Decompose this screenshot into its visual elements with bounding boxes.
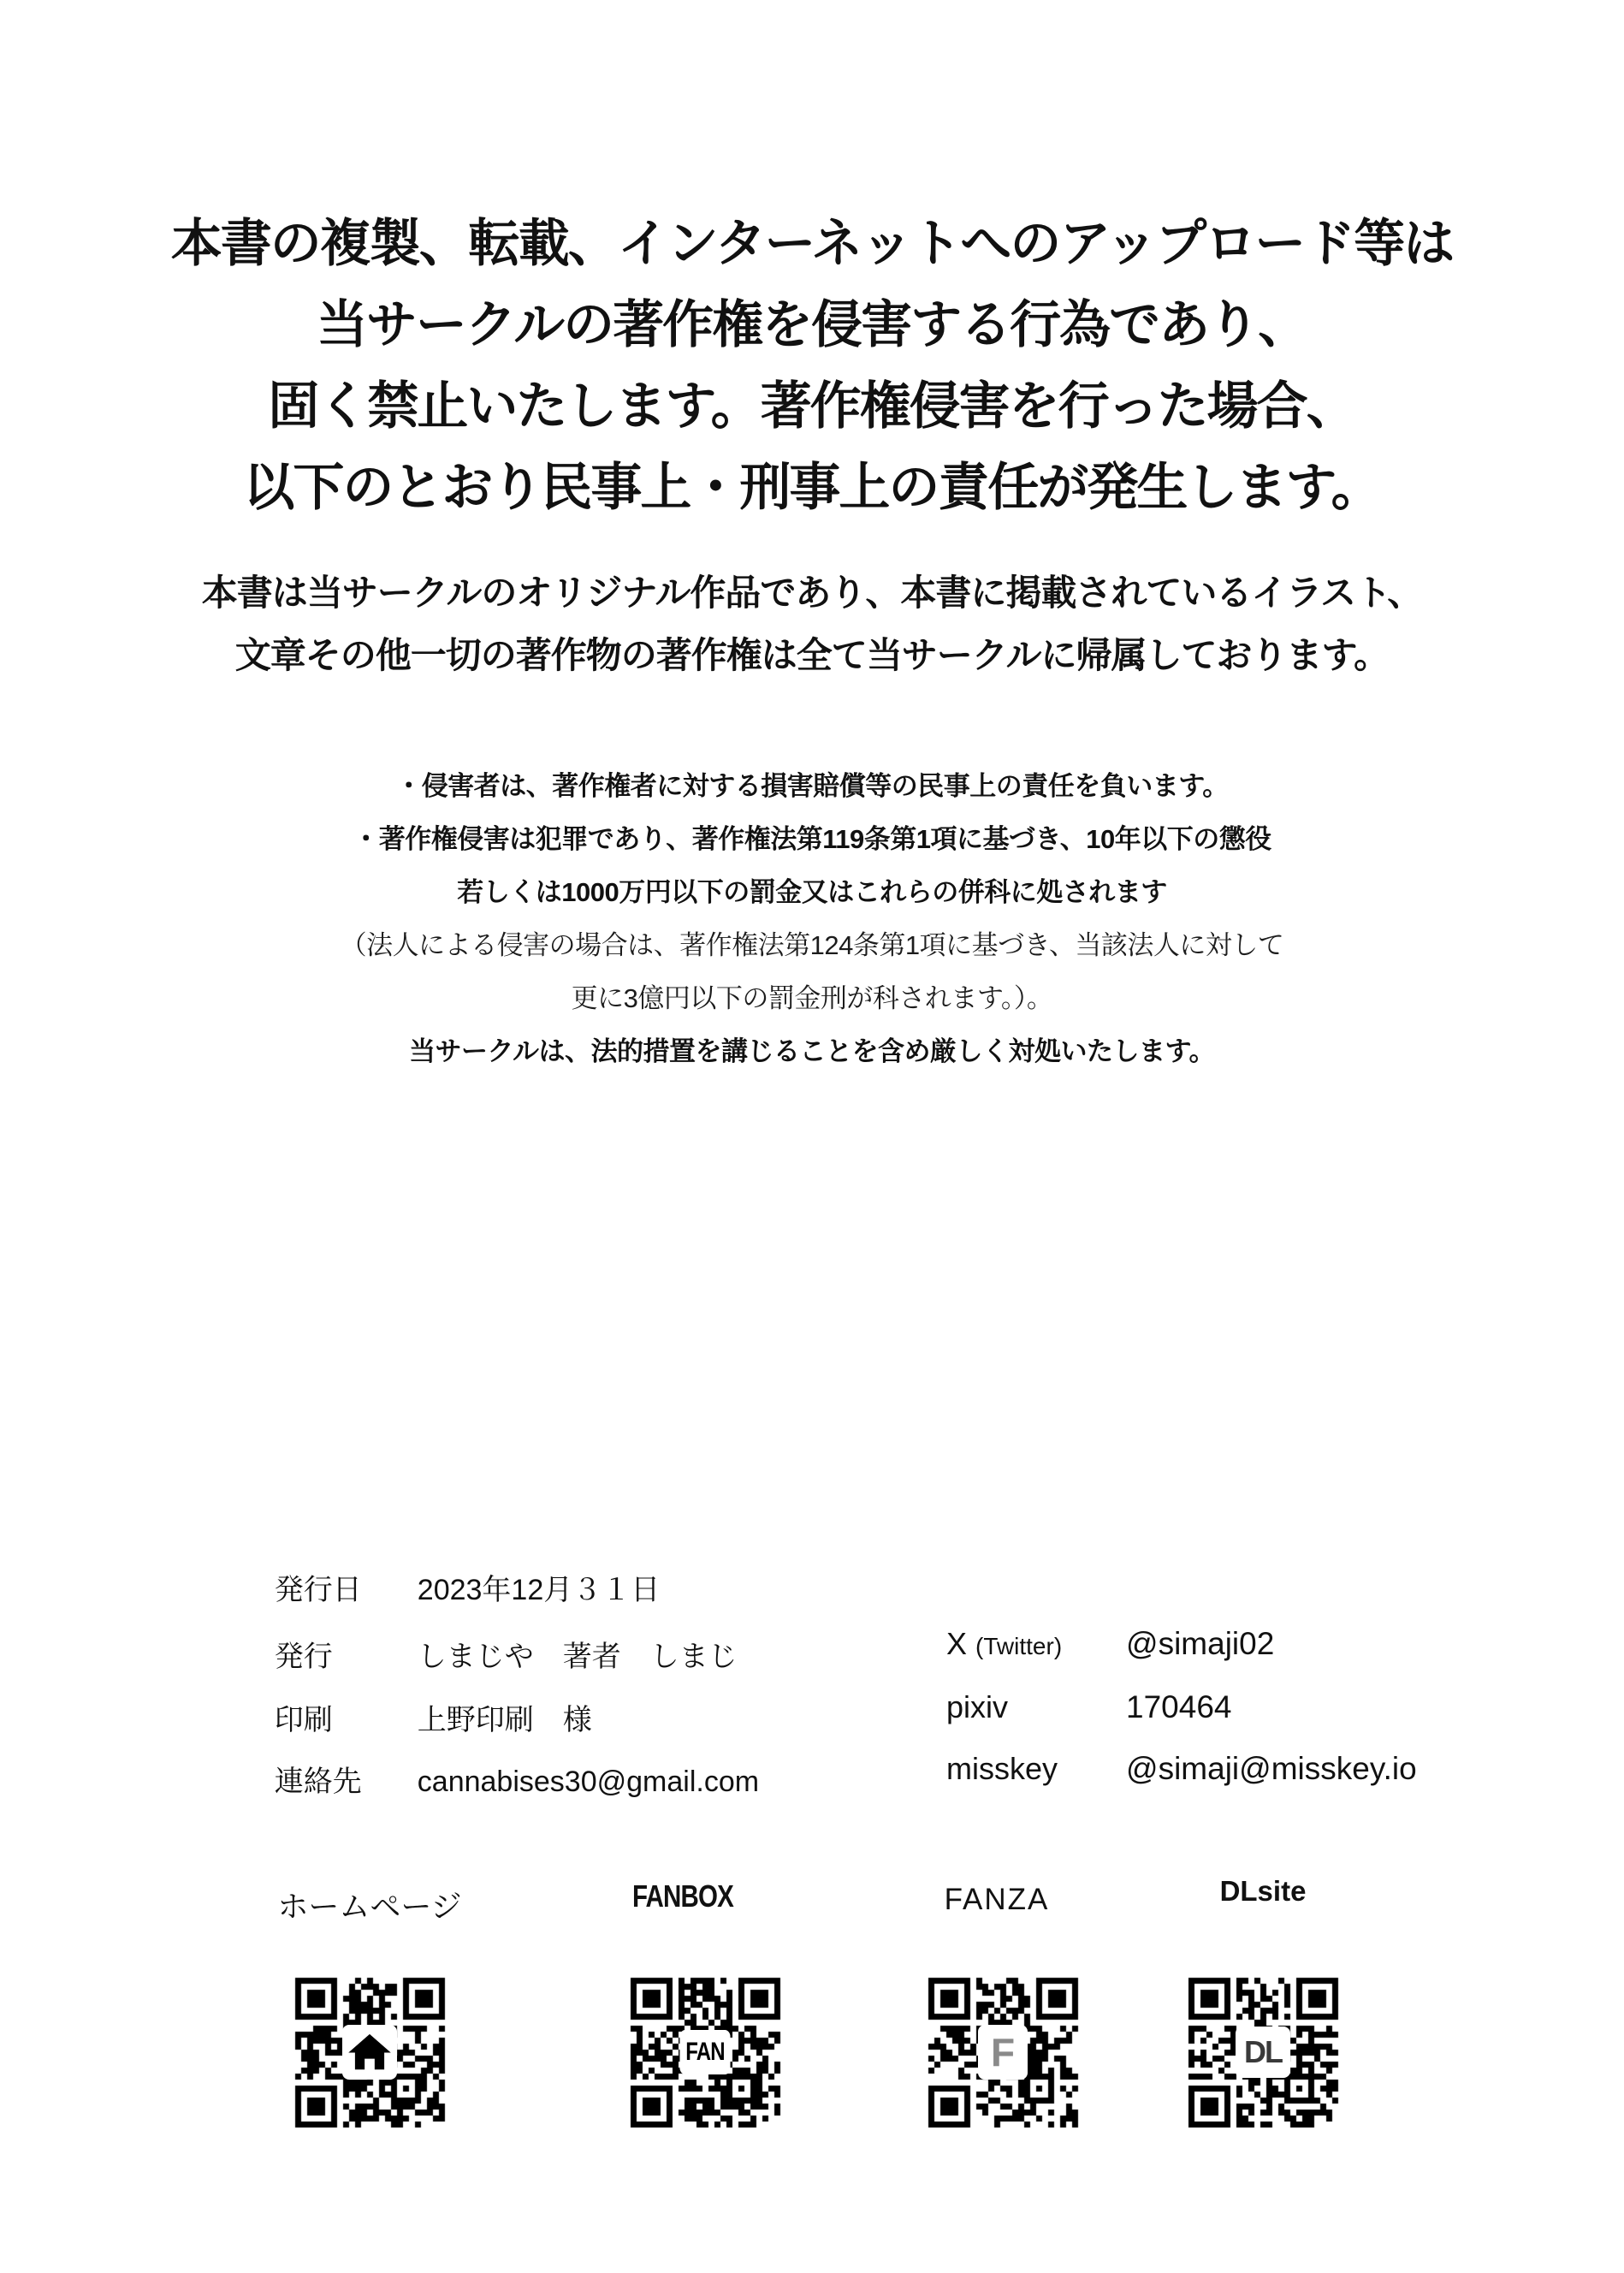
qr-code-fanza: [924, 1973, 1082, 2131]
fanza-label: FANZA: [944, 1883, 1050, 1916]
printer-value: 上野印刷 様: [417, 1704, 592, 1736]
ownership-line: 文章その他一切の著作物の著作権は全て当サークルに帰属しております。: [234, 635, 1390, 675]
legal-line: ・著作権侵害は犯罪であり、著作権法第119条第1項に基づき、10年以下の懲役: [353, 824, 1271, 854]
home-icon: [342, 2025, 397, 2080]
twitter-label: X (Twitter): [946, 1626, 1063, 1661]
publisher-value: しまじや 著者 しまじ: [417, 1641, 738, 1673]
legal-line: 若しくは1000万円以下の罰金又はこれらの併科に処されます: [457, 877, 1167, 907]
qr-code-fanbox: [626, 1973, 784, 2131]
warning-line: 当サークルの著作権を侵害する行為であり、: [316, 296, 1308, 353]
homepage-label: ホームページ: [277, 1889, 462, 1924]
dlsite-label: DLsite: [1219, 1875, 1307, 1907]
printer-label: 印刷: [274, 1704, 333, 1736]
twitter-handle: @simaji02: [1126, 1626, 1275, 1661]
fanza-qr-center-text: F: [978, 2025, 1028, 2080]
warning-line: 本書の複製、転載、インターネットへのアップロード等は: [170, 215, 1454, 272]
legal-line: 当サークルは、法的措置を講じることを含め厳しく対処いたします。: [408, 1036, 1216, 1066]
warning-line: 以下のとおり民事上・刑事上の責任が発生します。: [243, 459, 1381, 516]
publication-date-value: 2023年12月３１日: [417, 1574, 661, 1606]
legal-line: ・侵害者は、著作権者に対する損害賠償等の民事上の責任を負います。: [395, 771, 1229, 801]
pixiv-label: pixiv: [946, 1689, 1009, 1724]
publisher-label: 発行: [274, 1641, 333, 1673]
legal-notes: [0, 760, 1624, 1078]
contact-label: 連絡先: [274, 1766, 362, 1798]
legal-line: 更に3億円以下の罰金刑が科されます。）。: [571, 983, 1053, 1013]
twitter-label-note: (Twitter): [975, 1633, 1063, 1659]
ownership-line: 本書は当サークルのオリジナル作品であり、本書に掲載されているイラスト、: [201, 573, 1423, 613]
legal-line: （法人による侵害の場合は、著作権法第124条第1項に基づき、当該法人に対して: [340, 930, 1284, 960]
misskey-handle: @simaji@misskey.io: [1126, 1751, 1417, 1786]
copyright-warning-heading: [0, 203, 1624, 528]
misskey-row: [912, 1715, 1417, 1823]
ownership-note: [0, 561, 1624, 686]
misskey-label: misskey: [946, 1751, 1058, 1786]
fanbox-label: FANBOX: [631, 1878, 734, 1914]
qr-code-dlsite: [1184, 1973, 1342, 2131]
contact-row: [242, 1730, 759, 1833]
warning-line: 固く禁止いたします。著作権侵害を行った場合、: [268, 377, 1356, 435]
contact-email: cannabises30@gmail.com: [417, 1766, 760, 1798]
dlsite-qr-center-text: DL: [1236, 2027, 1290, 2078]
publication-date-label: 発行日: [274, 1574, 362, 1606]
pixiv-id: 170464: [1126, 1689, 1232, 1724]
qr-code-homepage: [291, 1973, 448, 2131]
fanbox-qr-center-text: FAN: [679, 2030, 730, 2074]
